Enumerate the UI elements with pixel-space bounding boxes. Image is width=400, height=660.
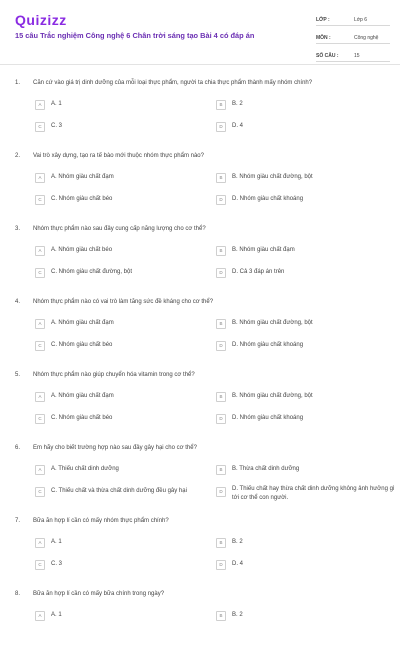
option-text: B. 2 [232, 101, 243, 107]
option-text: B. Nhóm giàu chất đạm [232, 247, 295, 253]
option-c[interactable] [35, 414, 112, 424]
question-number: 1. [15, 80, 21, 86]
question-text: Nhóm thực phẩm nào giúp chuyển hóa vitamin trong cơ thể? [33, 372, 195, 378]
meta-value: Công nghệ [354, 35, 379, 41]
option-text: D. 4 [232, 561, 244, 567]
option-text: C. Nhóm giàu chất béo [51, 196, 113, 202]
option-b[interactable] [216, 465, 299, 475]
option-c[interactable] [35, 560, 62, 570]
question-item [0, 514, 400, 587]
option-a[interactable] [35, 173, 114, 183]
option-d[interactable] [216, 414, 303, 424]
question-item [0, 76, 400, 149]
question-number: 5. [15, 372, 21, 378]
option-c[interactable] [35, 487, 187, 497]
meta-key: SỐ CÂU : [316, 53, 339, 59]
option-letter-badge: C [35, 414, 45, 424]
worksheet-header [0, 0, 400, 64]
option-text: B. Thừa chất dinh dưỡng [232, 466, 300, 472]
option-text: B. 2 [232, 539, 243, 545]
option-letter-badge: A [35, 319, 45, 329]
question-list [0, 76, 400, 660]
option-letter-badge: A [35, 392, 45, 402]
option-text: B. Nhóm giàu chất đường, bột [232, 174, 313, 180]
question-number: 3. [15, 226, 21, 232]
option-text: A. 1 [51, 539, 62, 545]
header-divider [0, 64, 400, 65]
option-text: B. Nhóm giàu chất đường, bột [232, 320, 313, 326]
option-letter-badge: B [216, 392, 226, 402]
option-letter-badge: B [216, 611, 226, 621]
option-b[interactable] [216, 538, 243, 548]
quizizz-logo: Quizizz [15, 12, 67, 28]
option-letter-badge: D [216, 487, 226, 497]
option-text: D. Thiếu chất hay thừa chất dinh dưỡng không ảnh hưởng gì tới cơ thể con người. [232, 486, 395, 501]
option-text: C. 3 [51, 123, 63, 129]
option-c[interactable] [35, 341, 112, 351]
option-b[interactable] [216, 319, 313, 329]
question-text: Vai trò xây dựng, tạo ra tế bào mới thuộc nhóm thực phẩm nào? [33, 153, 204, 159]
option-b[interactable] [216, 246, 295, 256]
option-a[interactable] [35, 611, 62, 621]
option-text: C. Nhóm giàu chất béo [51, 342, 113, 348]
option-text: C. Nhóm giàu chất béo [51, 415, 113, 421]
option-letter-badge: B [216, 319, 226, 329]
option-text: A. Thiếu chất dinh dưỡng [51, 466, 119, 472]
option-c[interactable] [35, 268, 132, 278]
option-text: D. Nhóm giàu chất khoáng [232, 196, 304, 202]
question-number: 7. [15, 518, 21, 524]
question-text: Bữa ăn hợp lí cần có mấy bữa chính trong ngày? [33, 591, 165, 597]
option-text: D. Nhóm giàu chất khoáng [232, 342, 304, 348]
option-d[interactable] [216, 268, 284, 278]
option-text: C. 3 [51, 561, 63, 567]
option-c[interactable] [35, 195, 112, 205]
question-text: Căn cứ vào giá trị dinh dưỡng của mỗi loại thực phẩm, người ta chia thực phẩm thành mấy nhóm chính? [33, 80, 313, 86]
option-text: C. Nhóm giàu chất đường, bột [51, 269, 132, 275]
option-letter-badge: B [216, 246, 226, 256]
meta-row-count [316, 46, 390, 62]
question-item [0, 149, 400, 222]
option-text: B. 2 [232, 612, 243, 618]
option-letter-badge: B [216, 173, 226, 183]
option-d[interactable] [216, 341, 303, 351]
option-letter-badge: A [35, 538, 45, 548]
option-letter-badge: B [216, 538, 226, 548]
option-text: D. 4 [232, 123, 244, 129]
option-text: A. Nhóm giàu chất đạm [51, 320, 114, 326]
option-letter-badge: A [35, 246, 45, 256]
question-number: 4. [15, 299, 21, 305]
option-text: D. Cả 3 đáp án trên [232, 269, 285, 275]
option-letter-badge: D [216, 195, 226, 205]
option-b[interactable] [216, 100, 243, 110]
option-letter-badge: D [216, 122, 226, 132]
option-letter-badge: C [35, 195, 45, 205]
question-text: Nhóm thực phẩm nào có vai trò làm tăng sức đề kháng cho cơ thể? [33, 299, 214, 305]
question-number: 6. [15, 445, 21, 451]
option-d[interactable] [216, 122, 243, 132]
option-letter-badge: D [216, 268, 226, 278]
option-c[interactable] [35, 122, 62, 132]
option-text: A. Nhóm giàu chất đạm [51, 174, 114, 180]
option-text: A. Nhóm giàu chất đạm [51, 393, 114, 399]
option-letter-badge: D [216, 414, 226, 424]
option-letter-badge: C [35, 560, 45, 570]
question-text: Em hãy cho biết trường hợp nào sau đây gây hại cho cơ thể? [33, 445, 197, 451]
option-d[interactable] [216, 195, 303, 205]
option-b[interactable] [216, 392, 313, 402]
option-a[interactable] [35, 392, 114, 402]
question-text: Bữa ăn hợp lí cần có mấy nhóm thực phẩm chính? [33, 518, 169, 524]
option-letter-badge: C [35, 268, 45, 278]
option-letter-badge: B [216, 465, 226, 475]
option-letter-badge: A [35, 611, 45, 621]
option-a[interactable] [35, 538, 62, 548]
option-letter-badge: A [35, 465, 45, 475]
question-item [0, 222, 400, 295]
option-letter-badge: A [35, 100, 45, 110]
meta-row-subject [316, 28, 390, 44]
meta-value: Lớp 6 [354, 17, 368, 23]
option-text: C. Thiếu chất và thừa chất dinh dưỡng đều gây hại [51, 488, 187, 494]
meta-key: LỚP : [316, 17, 330, 23]
meta-key: MÔN : [316, 35, 331, 41]
option-d[interactable] [216, 487, 397, 502]
option-a[interactable] [35, 246, 112, 256]
option-text: B. Nhóm giàu chất đường, bột [232, 393, 313, 399]
option-b[interactable] [216, 173, 313, 183]
option-text: D. Nhóm giàu chất khoáng [232, 415, 304, 421]
question-number: 2. [15, 153, 21, 159]
option-letter-badge: C [35, 341, 45, 351]
option-a[interactable] [35, 100, 62, 110]
option-letter-badge: D [216, 341, 226, 351]
worksheet-title: 15 câu Trắc nghiệm Công nghệ 6 Chân trời sáng tạo Bài 4 có đáp án [15, 31, 255, 40]
option-text: A. Nhóm giàu chất béo [51, 247, 113, 253]
option-letter-badge: C [35, 122, 45, 132]
meta-row-grade [316, 10, 390, 26]
option-letter-badge: D [216, 560, 226, 570]
worksheet-meta [316, 10, 390, 64]
option-letter-badge: A [35, 173, 45, 183]
option-letter-badge: B [216, 100, 226, 110]
question-number: 8. [15, 591, 21, 597]
option-letter-badge: C [35, 487, 45, 497]
option-text: A. 1 [51, 101, 62, 107]
question-item [0, 587, 400, 660]
option-a[interactable] [35, 319, 114, 329]
meta-value: 15 [354, 53, 360, 59]
option-b[interactable] [216, 611, 243, 621]
question-text: Nhóm thực phẩm nào sau đây cung cấp năng lượng cho cơ thể? [33, 226, 206, 232]
option-d[interactable] [216, 560, 243, 570]
option-text: A. 1 [51, 612, 62, 618]
option-a[interactable] [35, 465, 119, 475]
question-item [0, 295, 400, 368]
question-item [0, 368, 400, 441]
question-item [0, 441, 400, 514]
